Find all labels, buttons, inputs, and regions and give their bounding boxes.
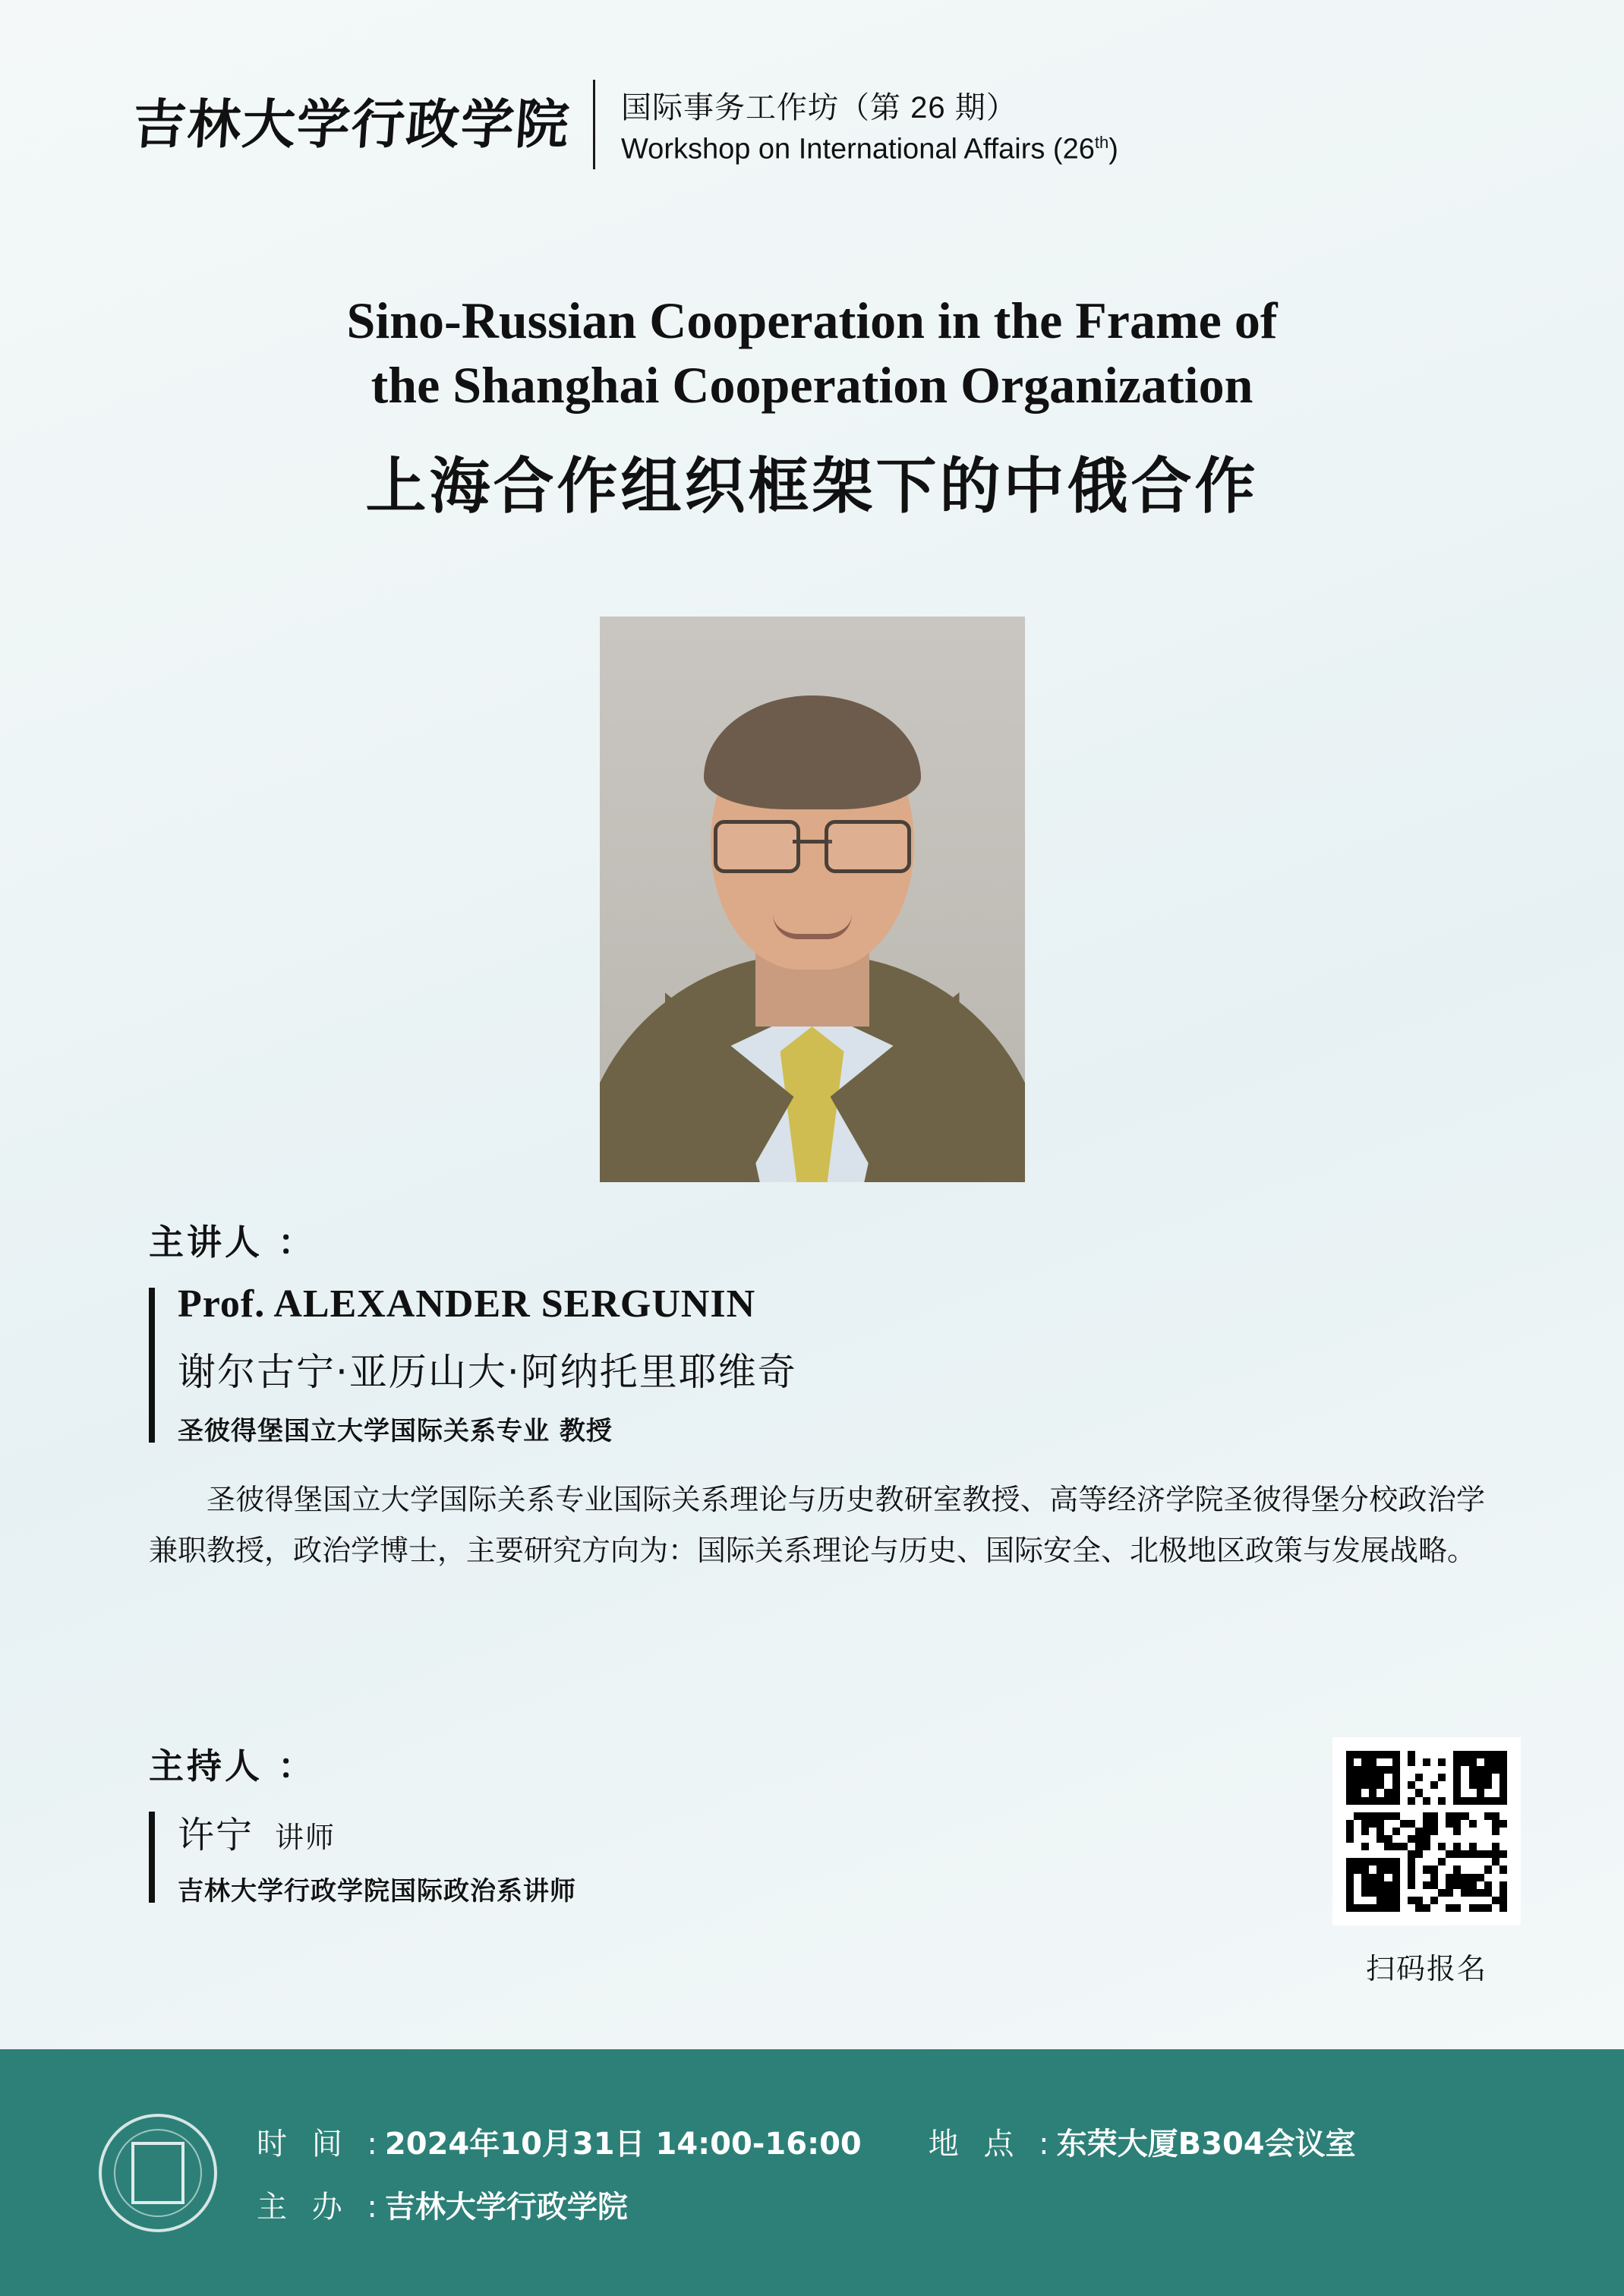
footer-row-organizer (257, 2183, 1356, 2226)
poster-footer (0, 2049, 1624, 2296)
portrait-glasses (714, 820, 911, 867)
portrait-hair (704, 695, 921, 809)
speaker-biography: 圣彼得堡国立大学国际关系专业国际关系理论与历史教研室教授、高等经济学院圣彼得堡分校政治学兼职教授，政治学博士，主要研究方向为：国际关系理论与历史、国际安全、北极地区政策与发展战略。 (149, 1483, 1485, 1567)
speaker-name-en: Prof. ALEXANDER SERGUNIN (178, 1282, 756, 1326)
host-affiliation: 吉林大学行政学院国际政治系讲师 (178, 1876, 576, 1906)
place-value: 东荣大厦B304会议室 (1056, 2126, 1356, 2162)
qr-code-matrix (1346, 1751, 1507, 1912)
speaker-name-cn: 谢尔古宁·亚历山大·阿纳托里耶维奇 (178, 1350, 797, 1394)
host-name: 许宁 (178, 1814, 254, 1856)
speaker-photo (600, 617, 1025, 1182)
qr-code[interactable] (1332, 1737, 1521, 1925)
speaker-affiliation: 圣彼得堡国立大学国际关系专业 教授 (178, 1416, 613, 1446)
title-block (0, 289, 1624, 525)
portrait-lens-left (714, 820, 800, 873)
portrait-lens-right (825, 820, 911, 873)
registration-qr-block (1332, 1737, 1521, 1987)
speaker-photo-image (600, 617, 1025, 1182)
host-section-label: 主持人 ： (149, 1746, 317, 1787)
time-value: 2024年10月31日 14:00-16:00 (384, 2126, 862, 2162)
host-role: 讲师 (275, 1821, 336, 1854)
host-name-group (149, 1806, 1136, 1907)
footer-row-time-place (257, 2120, 1356, 2163)
organizer-label: 主 办 : (257, 2189, 385, 2225)
poster-header (0, 80, 1624, 169)
university-seal-icon (99, 2114, 217, 2232)
title-english-line1: Sino-Russian Cooperation in the Frame of (346, 292, 1278, 349)
speaker-name-group (149, 1282, 1485, 1447)
header-series-text (621, 84, 1118, 166)
qr-caption: 扫码报名 (1365, 1952, 1487, 1985)
title-chinese: 上海合作组织框架下的中俄合作 (365, 451, 1259, 522)
header-divider (593, 80, 595, 169)
title-english-line2: the Shanghai Cooperation Organization (371, 356, 1253, 414)
host-section (149, 1739, 1136, 1907)
organizer-value: 吉林大学行政学院 (384, 2189, 628, 2225)
host-name-row (178, 1806, 1136, 1858)
speaker-section-label: 主讲人 ： (149, 1222, 317, 1263)
series-title-en-main: Workshop on International Affairs (26 (621, 133, 1095, 166)
title-english (190, 289, 1435, 418)
place-label: 地 点 : (928, 2126, 1057, 2162)
footer-info (257, 2120, 1356, 2226)
time-label: 时 间 : (257, 2126, 385, 2162)
speaker-section (149, 1215, 1485, 1575)
series-title-cn: 国际事务工作坊（第 26 期） (621, 90, 1017, 125)
series-title-en-sup: th (1094, 132, 1109, 152)
series-title-en (621, 133, 1118, 166)
series-title-en-tail: ) (1108, 133, 1118, 166)
university-logo-text: 吉林大学行政学院 (131, 93, 572, 156)
